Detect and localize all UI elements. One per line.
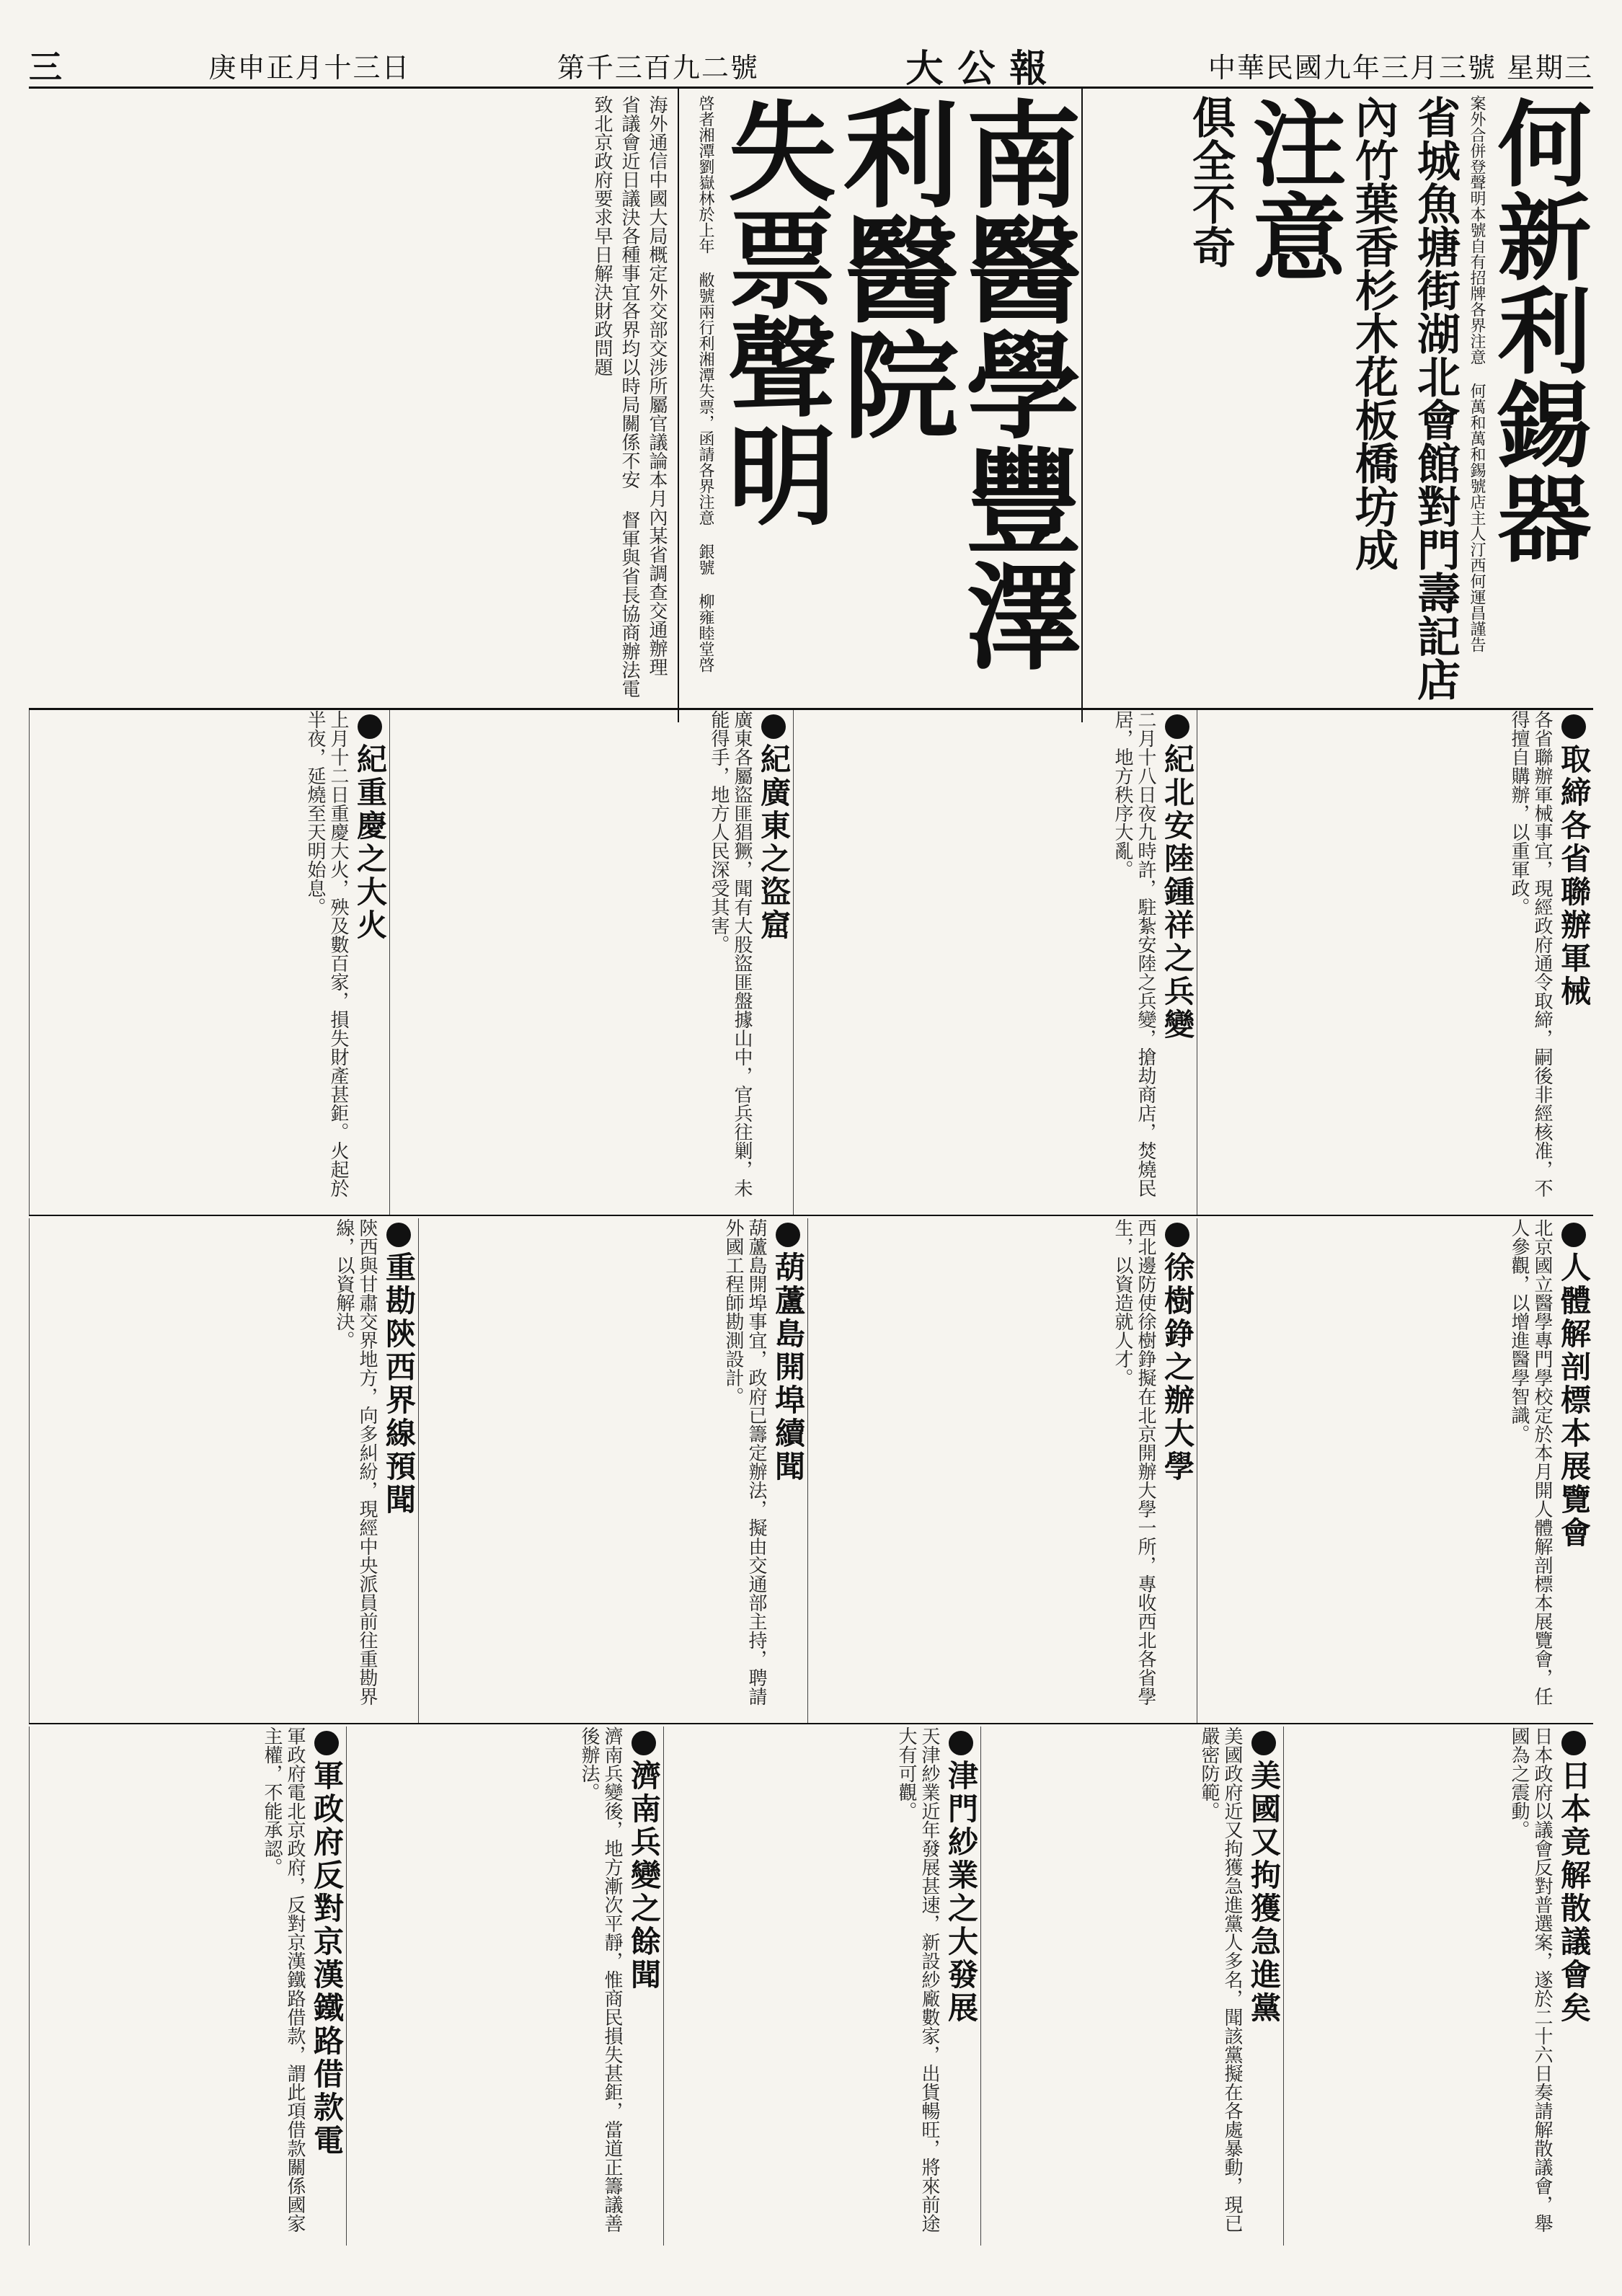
main-body — [29, 710, 1593, 2249]
article-body: 葫蘆島開埠事宜，政府已籌定辦法，擬由交通部主持，聘請外國工程師勘測設計。 — [722, 1218, 767, 1706]
tin-shop-fine-print: 案外合併登聲明本號自有招牌各界注意 何萬和萬和錫號店主人汀西何運昌謹告 — [1468, 95, 1486, 652]
article-headline: 取締各省聯辦軍械 — [1554, 710, 1594, 1215]
article-headline: 美國又拘獲急進黨 — [1244, 1727, 1284, 2246]
article-headline: 紀北安陸鍾祥之兵變 — [1157, 710, 1197, 1215]
article-railway — [29, 1727, 347, 2246]
article-body: 濟南兵變後，地方漸次平靜，惟商民損失甚鉅，當道正籌議善後辦法。 — [578, 1727, 623, 2233]
article-mutiny — [793, 710, 1197, 1215]
hospital-ad-title: 南醫學豐澤利醫院 — [824, 95, 1082, 672]
hospital-ad — [678, 88, 1083, 722]
bullet-icon — [314, 1731, 339, 1755]
bullet-icon — [386, 1223, 411, 1247]
paper-name: 大公報 — [905, 46, 1062, 91]
issue-number: 第千三百九二號 — [557, 51, 759, 84]
article-body: 上月十二日重慶大火，殃及數百家，損失財產甚鉅。火起於半夜，延燒至天明始息。 — [304, 710, 349, 1197]
bullet-icon — [1165, 714, 1189, 739]
bullet-icon — [1251, 1731, 1276, 1755]
tier-3 — [29, 1727, 1593, 2246]
article-body: 軍政府電北京政府，反對京漢鐵路借款，謂此項借款關係國家主權，不能承認。 — [261, 1727, 306, 2233]
article-headline: 人體解剖標本展覽會 — [1554, 1218, 1594, 1723]
article-body: 美國政府近又拘獲急進黨人多名，聞該黨擬在各處暴動，現已嚴密防範。 — [1198, 1727, 1243, 2233]
tier-1 — [29, 710, 1593, 1216]
tin-shop-subtitle: 俱全不奇 — [1185, 95, 1236, 268]
masthead — [29, 43, 1593, 89]
article-university — [807, 1218, 1197, 1723]
tin-shop-store-line: 省城魚塘街湖北會館對門壽記店內竹葉香杉木花板橋坊成 — [1348, 95, 1461, 701]
tin-shop-ad — [1081, 88, 1595, 722]
bullet-icon — [1561, 1223, 1586, 1247]
article-body: 陝西與甘肅交界地方，向多糾紛，現經中央派員前往重勘界線，以資解決。 — [333, 1218, 378, 1706]
top-news-column: 海外通信中國大局概定外交部交涉所屬官議論本月內某省調查交通辦理 省議會近日議決各種事宜各界均以時局關係不安 督軍與省長協商辦法電致北京政府要求早日解決財政問題 — [591, 95, 668, 698]
bullet-icon — [1165, 1223, 1189, 1247]
article-huludao — [418, 1218, 808, 1723]
article-headline: 軍政府反對京漢鐵路借款電 — [306, 1727, 347, 2246]
lost-ticket-notice: 失票聲明 — [709, 95, 836, 528]
bullet-icon — [776, 1223, 800, 1247]
article-headline: 徐樹錚之辦大學 — [1157, 1218, 1197, 1723]
article-headline: 葫蘆島開埠續聞 — [768, 1218, 808, 1723]
article-japan — [1283, 1727, 1594, 2246]
bullet-icon — [949, 1731, 973, 1755]
article-headline: 紀重慶之大火 — [350, 710, 390, 1215]
article-headline: 紀廣東之盜窟 — [753, 710, 794, 1215]
article-body: 各省聯辦軍械事宜，現經政府通令取締，嗣後非經核准，不得擅自購辦，以重軍政。 — [1508, 710, 1553, 1197]
article-arms — [1197, 710, 1594, 1215]
publish-date: 中華民國九年三月三號 星期三 — [1207, 51, 1593, 84]
top-section — [29, 88, 1593, 710]
article-headline: 津門紗業之大發展 — [941, 1727, 981, 2246]
article-body: 天津紗業近年發展甚速，新設紗廠數家，出貨暢旺，將來前途大有可觀。 — [895, 1727, 940, 2233]
article-tianjin — [663, 1727, 981, 2246]
bullet-icon — [1561, 1731, 1586, 1755]
article-headline: 日本竟解散議會矣 — [1554, 1727, 1594, 2246]
bullet-icon — [1561, 714, 1586, 739]
bullet-icon — [631, 1731, 656, 1755]
article-jinan — [346, 1727, 664, 2246]
article-body: 二月十八日夜九時許，駐紮安陸之兵變，搶劫商店，焚燒民居，地方秩序大亂。 — [1112, 710, 1156, 1197]
article-body: 北京國立醫學專門學校定於本月開人體解剖標本展覽會，任人參觀，以增進醫學智識。 — [1508, 1218, 1553, 1706]
article-headline: 重勘陝西界線預聞 — [378, 1218, 419, 1723]
article-canton — [389, 710, 794, 1215]
bullet-icon — [761, 714, 786, 739]
article-fire — [29, 710, 390, 1215]
article-usa — [980, 1727, 1284, 2246]
bullet-icon — [358, 714, 382, 739]
article-headline: 濟南兵變之餘聞 — [624, 1727, 664, 2246]
newspaper-page — [29, 43, 1593, 2249]
lunar-date: 庚申正月十三日 — [208, 51, 411, 84]
article-body: 西北邊防使徐樹錚擬在北京開辦大學一所，專收西北各省學生，以資造就人才。 — [1112, 1218, 1156, 1706]
tier-2 — [29, 1218, 1593, 1724]
article-body: 廣東各屬盜匪猖獗，聞有大股盜匪盤據山中，官兵往剿，未能得手，地方人民深受其害。 — [708, 710, 753, 1197]
article-anatomy — [1197, 1218, 1594, 1723]
article-body: 日本政府以議會反對普選案，遂於二十六日奏請解散議會，舉國為之震動。 — [1508, 1727, 1553, 2233]
tin-shop-ad-title: 何新利錫器 — [1482, 95, 1592, 564]
tin-shop-notice: 注意 — [1237, 95, 1347, 283]
hospital-ad-fine-print: 啓者湘潭劉嶽林於上年 敝號兩行利湘潭失票，函請各界注意 銀號 柳雍睦堂啓 — [696, 95, 714, 673]
page-number: 三 — [29, 48, 62, 87]
article-shaanxi — [29, 1218, 419, 1723]
